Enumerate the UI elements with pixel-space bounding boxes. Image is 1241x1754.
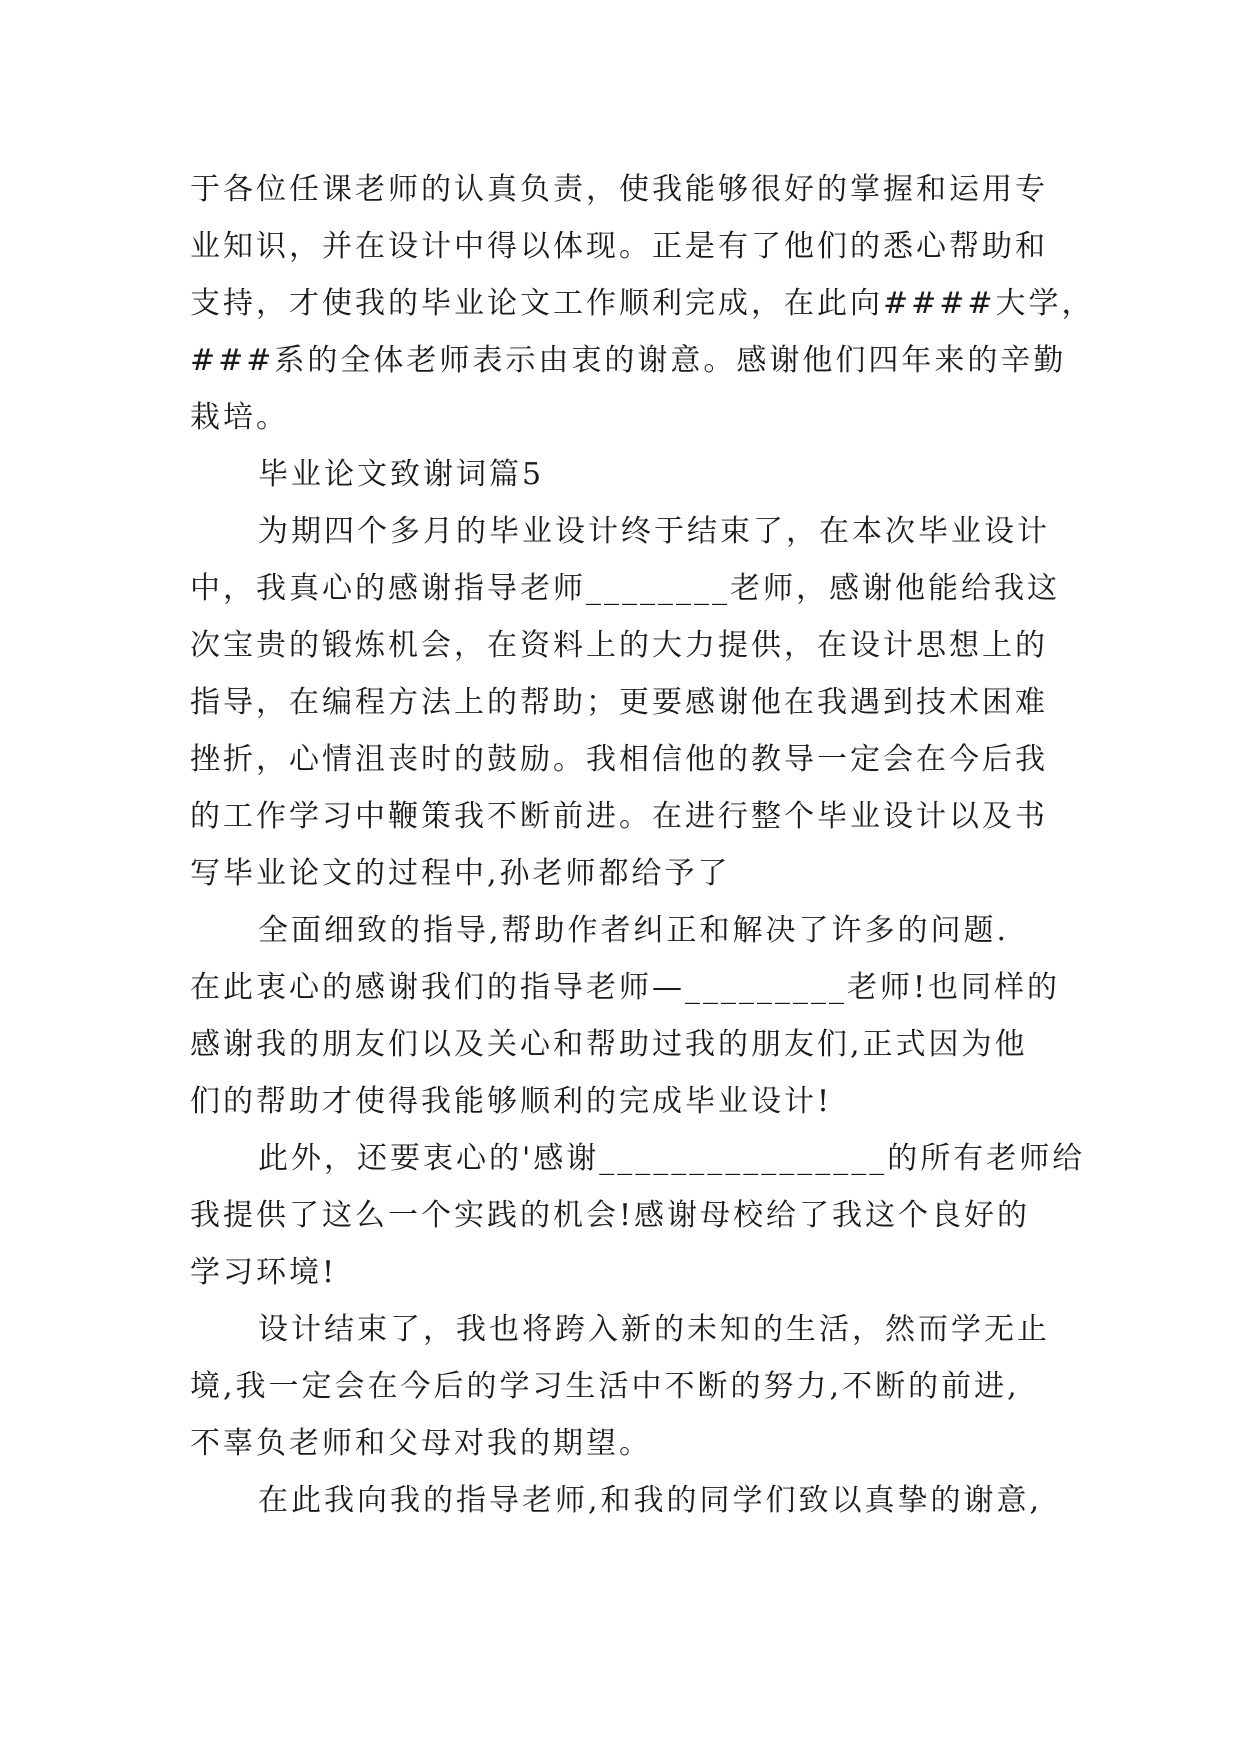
section-heading: 毕业论文致谢词篇5: [258, 457, 545, 492]
text-line: 支持，才使我的毕业论文工作顺利完成，在此向####大学，: [190, 286, 1095, 321]
text-line: 此外，还要衷心的'感谢________________的所有老师给: [258, 1141, 1086, 1176]
text-line: 在此衷心的感谢我们的指导老师—_________老师!也同样的: [190, 970, 1061, 1005]
text-line: 指导，在编程方法上的帮助；更要感谢他在我遇到技术困难: [190, 685, 1048, 720]
text-line: 栽培。: [190, 400, 289, 435]
text-line: 在此我向我的指导老师,和我的同学们致以真挚的谢意,: [258, 1483, 1043, 1518]
text-line: 全面细致的指导,帮助作者纠正和解决了许多的问题.: [258, 913, 1010, 948]
text-line: 学习环境!: [190, 1255, 338, 1290]
text-line: 挫折，心情沮丧时的鼓励。我相信他的教导一定会在今后我: [190, 742, 1048, 777]
text-line: ###系的全体老师表示由衷的谢意。感谢他们四年来的辛勤: [190, 343, 1067, 378]
text-line: 不辜负老师和父母对我的期望。: [190, 1426, 652, 1461]
text-line: 境,我一定会在今后的学习生活中不断的努力,不断的前进,: [190, 1369, 1020, 1404]
text-line: 中，我真心的感谢指导老师________老师，感谢他能给我这: [190, 571, 1060, 606]
text-line: 设计结束了，我也将跨入新的未知的生活，然而学无止: [258, 1312, 1050, 1347]
text-line: 的工作学习中鞭策我不断前进。在进行整个毕业设计以及书: [190, 799, 1048, 834]
text-line: 业知识，并在设计中得以体现。正是有了他们的悉心帮助和: [190, 229, 1048, 264]
text-line: 为期四个多月的毕业设计终于结束了，在本次毕业设计: [258, 514, 1050, 549]
text-line: 写毕业论文的过程中,孙老师都给予了: [190, 856, 731, 891]
text-line: 次宝贵的锻炼机会，在资料上的大力提供，在设计思想上的: [190, 628, 1048, 663]
text-line: 们的帮助才使得我能够顺利的完成毕业设计!: [190, 1084, 833, 1119]
text-line: 感谢我的朋友们以及关心和帮助过我的朋友们,正式因为他: [190, 1027, 1028, 1062]
text-line: 我提供了这么一个实践的机会!感谢母校给了我这个良好的: [190, 1198, 1031, 1233]
text-line: 于各位任课老师的认真负责，使我能够很好的掌握和运用专: [190, 172, 1048, 207]
